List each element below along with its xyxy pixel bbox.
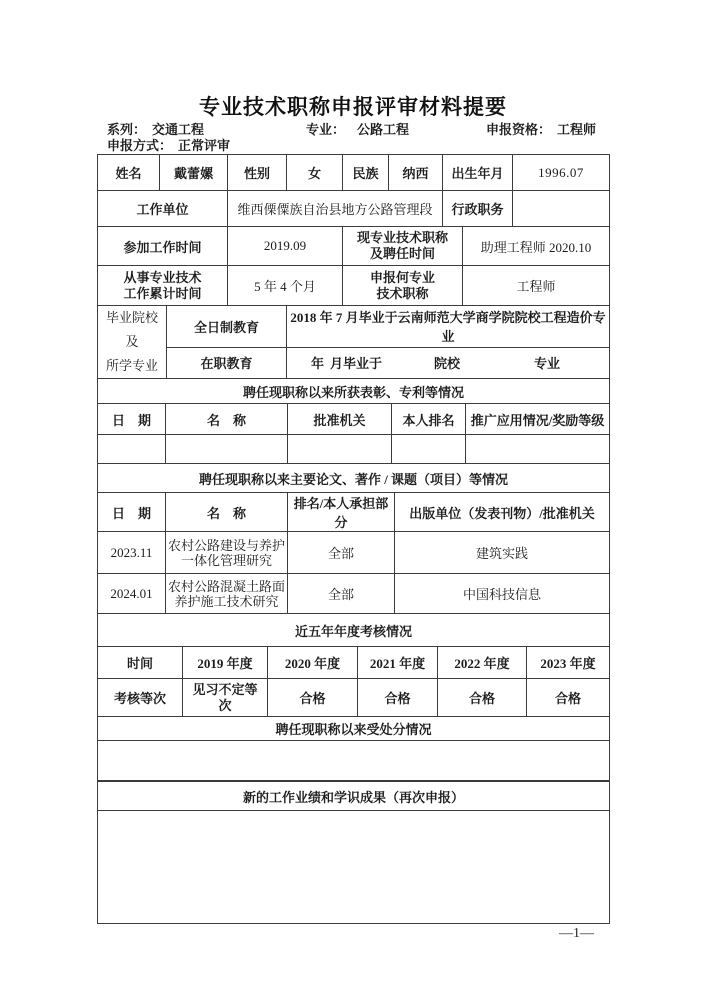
series-value: 交通工程 [152, 122, 205, 137]
apply-title-value: 工程师 [463, 266, 610, 306]
new-achievements-content [98, 811, 610, 924]
paper-publisher: 建筑实践 [395, 532, 610, 574]
assessment-section-title: 近五年年度考核情况 [98, 614, 610, 647]
assessment-time-label: 时间 [98, 647, 183, 679]
name-label: 姓名 [98, 155, 160, 191]
qualification-label: 申报资格： [486, 122, 552, 137]
papers-header-row [98, 493, 610, 532]
assessment-year-row [98, 647, 610, 679]
work-start-label: 参加工作时间 [98, 227, 228, 266]
parttime-education-label: 在职教育 [167, 347, 287, 378]
paper-row [98, 574, 610, 614]
page-title: 专业技术职称申报评审材料提要 [199, 95, 507, 119]
discipline-section-title: 聘任现职称以来受处分情况 [98, 717, 610, 741]
awards-header-row [98, 404, 610, 435]
new-achievements-table [97, 780, 610, 924]
assessment-year: 2020 年度 [268, 647, 358, 679]
assessment-grade: 合格 [268, 679, 358, 717]
paper-part: 全部 [288, 532, 395, 574]
assessment-year: 2021 年度 [358, 647, 438, 679]
awards-header-authority: 批准机关 [288, 404, 392, 435]
current-title-value: 助理工程师 2020.10 [463, 227, 610, 266]
papers-header-name: 名 称 [166, 493, 288, 532]
parttime-education-blank: 年 月毕业于 院校 专业 [287, 347, 610, 378]
series-field [107, 122, 306, 138]
paper-name: 农村公路混凝土路面养护施工技术研究 [166, 574, 288, 614]
method-value: 正常评审 [178, 138, 231, 153]
awards-empty-row [98, 435, 610, 464]
papers-header-date: 日 期 [98, 493, 166, 532]
birth-label: 出生年月 [443, 155, 513, 191]
awards-cell [98, 435, 166, 464]
current-title-label: 现专业技术职称 及聘任时间 [343, 227, 463, 266]
major-label: 专业： [306, 122, 346, 137]
awards-header-name: 名 称 [166, 404, 288, 435]
table-row [98, 306, 610, 348]
papers-header-part: 排名/本人承担部分 [288, 493, 395, 532]
table-row [98, 266, 610, 306]
paper-date: 2024.01 [98, 574, 166, 614]
table-row [98, 227, 610, 266]
work-time-table [97, 226, 610, 306]
major-field [306, 122, 486, 138]
paper-publisher: 中国科技信息 [395, 574, 610, 614]
fulltime-education-value: 2018 年 7 月毕业于云南师范大学商学院院校工程造价专业 [287, 306, 610, 348]
gender-value: 女 [287, 155, 343, 191]
table-row [98, 347, 610, 378]
assessment-grade: 合格 [527, 679, 610, 717]
awards-header-date: 日 期 [98, 404, 166, 435]
tech-years-value: 5 年 4 个月 [228, 266, 343, 306]
page-number: —1— [559, 926, 594, 941]
document-body [97, 94, 609, 924]
ethnic-value: 纳西 [389, 155, 443, 191]
awards-header-rank: 本人排名 [392, 404, 466, 435]
assessment-year: 2022 年度 [438, 647, 527, 679]
papers-table [97, 463, 610, 614]
new-achievements-section-title: 新的工作业绩和学识成果（再次申报） [98, 781, 610, 811]
paper-name: 农村公路建设与养护一体化管理研究 [166, 532, 288, 574]
awards-cell [392, 435, 466, 464]
gender-label: 性别 [228, 155, 287, 191]
awards-table [97, 378, 610, 464]
paper-date: 2023.11 [98, 532, 166, 574]
admin-label: 行政职务 [443, 191, 513, 227]
table-row [98, 191, 610, 227]
series-label: 系列： [107, 122, 147, 137]
apply-title-label: 申报何专业 技术职称 [343, 266, 463, 306]
table-row [98, 741, 610, 781]
awards-cell [288, 435, 392, 464]
assessment-grade: 合格 [438, 679, 527, 717]
papers-section-title: 聘任现职称以来主要论文、著作 / 课题（项目）等情况 [98, 464, 610, 493]
method-label: 申报方式： [107, 138, 173, 153]
awards-header-application: 推广应用情况/奖励等级 [466, 404, 610, 435]
table-row [98, 781, 610, 811]
awards-cell [166, 435, 288, 464]
assessment-year: 2023 年度 [527, 647, 610, 679]
major-value: 公路工程 [357, 122, 410, 137]
table-row [98, 379, 610, 404]
fulltime-education-label: 全日制教育 [167, 306, 287, 348]
assessment-year: 2019 年度 [183, 647, 268, 679]
assessment-grade: 见习不定等次 [183, 679, 268, 717]
table-row [98, 811, 610, 924]
table-row [98, 155, 610, 191]
discipline-table [97, 716, 610, 781]
work-start-value: 2019.09 [228, 227, 343, 266]
assessment-table [97, 613, 610, 717]
ethnic-label: 民族 [343, 155, 389, 191]
table-row [98, 464, 610, 493]
birth-value: 1996.07 [513, 155, 610, 191]
tech-years-label: 从事专业技术 工作累计时间 [98, 266, 228, 306]
meta-line-1 [97, 122, 609, 138]
assessment-grade-row [98, 679, 610, 717]
discipline-content [98, 741, 610, 781]
education-table [97, 305, 610, 379]
basic-info-table [97, 154, 610, 227]
awards-section-title: 聘任现职称以来所获表彰、专利等情况 [98, 379, 610, 404]
assessment-grade: 合格 [358, 679, 438, 717]
awards-cell [466, 435, 610, 464]
paper-part: 全部 [288, 574, 395, 614]
assessment-grade-label: 考核等次 [98, 679, 183, 717]
name-value: 戴蕾嫘 [160, 155, 228, 191]
admin-value [513, 191, 610, 227]
employer-label: 工作单位 [98, 191, 228, 227]
table-row [98, 614, 610, 647]
education-label: 毕业院校及 所学专业 [98, 306, 167, 379]
papers-header-publisher: 出版单位（发表刊物）/批准机关 [395, 493, 610, 532]
qualification-field [486, 122, 609, 138]
meta-line-2 [97, 138, 609, 154]
qualification-value: 工程师 [557, 122, 597, 137]
paper-row [98, 532, 610, 574]
table-row [98, 717, 610, 741]
employer-value: 维西傈僳族自治县地方公路管理段 [228, 191, 443, 227]
